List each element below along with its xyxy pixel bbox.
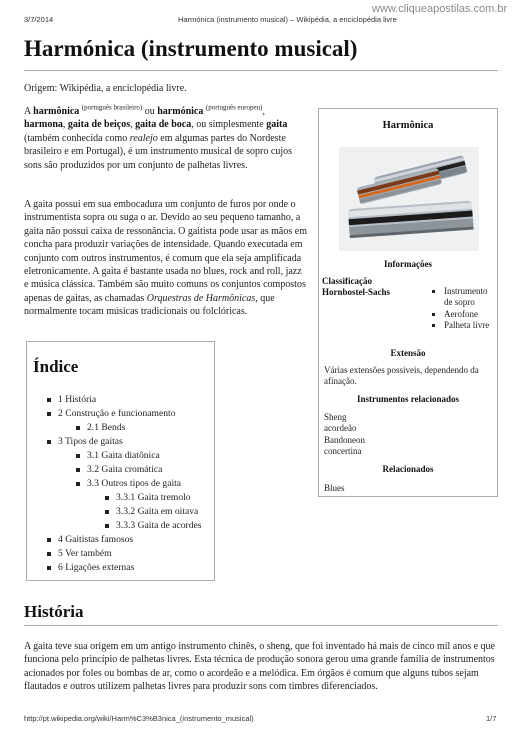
description-paragraph (24, 198, 308, 319)
toc-item-oitava[interactable]: 3.3.2 Gaita em oitava (27, 505, 202, 519)
term-harmonica-pt[interactable]: harmónica (157, 106, 204, 117)
intro-text: , (262, 106, 265, 117)
toc-list (27, 393, 202, 575)
toc-item-tipos[interactable]: 3 Tipos de gaitas (27, 435, 202, 449)
term-gaita-de-beicos: gaita de beiços (67, 119, 131, 131)
watermark: www.cliqueapostilas.com.br (372, 3, 508, 15)
term-harmonica-br[interactable]: harmônica (33, 106, 80, 117)
extensao-text: Várias extensões possíveis, dependendo da afinação. (324, 365, 479, 387)
infobox-section-extensao: Extensão (390, 348, 426, 358)
toc-item-tremolo[interactable]: 3.3.1 Gaita tremolo (27, 491, 202, 505)
toc-title: Índice (33, 357, 79, 376)
print-footer-url: http://pt.wikipedia.org/wiki/Harm%C3%B3nica_(instrumento_musical) (24, 714, 254, 723)
term-realejo[interactable]: realejo (129, 132, 158, 144)
print-page-number: 1/7 (486, 714, 497, 723)
intro-paragraph (24, 105, 308, 172)
classification-value[interactable]: Palheta livre (430, 320, 498, 331)
related-link-blues[interactable]: Blues (324, 483, 345, 493)
section-heading-historia: História (24, 602, 84, 621)
term-gaita-de-boca: gaita de boca (135, 119, 192, 131)
toc-item-cromatica[interactable]: 3.2 Gaita cromática (27, 463, 202, 477)
related-instrument-link[interactable]: acordeão (324, 423, 357, 434)
print-date: 3/7/2014 (24, 15, 54, 24)
variant-note-pt[interactable]: (português europeu) (205, 103, 263, 112)
infobox (318, 108, 498, 497)
toc-item-acordes[interactable]: 3.3.3 Gaita de acordes (27, 519, 202, 533)
toc-item-diatonica[interactable]: 3.1 Gaita diatônica (27, 449, 202, 463)
related-instrument-link[interactable]: concertina (324, 446, 362, 457)
intro-text: em algumas partes do Nordeste brasileiro e em Portugal), é um instrumento musical de sopro cujos sons são produzidos por um conjunto de palhetas livres. (24, 132, 292, 171)
title-divider (24, 70, 498, 71)
infobox-section-relacionados: Instrumentos relacionados (356, 394, 460, 404)
intro-text: , (130, 119, 136, 131)
classification-value[interactable]: Aerofone (430, 309, 498, 320)
historia-paragraph: A gaita teve sua origem em um antigo instrumento chinês, o sheng, que foi inventado há mais de cinco mil anos e que funciona pelo princípio de palhetas livres. Esta técnica de produção sonora gerou uma grande família de instrumentos acionados por foles ou bombas de ar, como o acordeão e a melódica. Em órgãos é comum que alguns tubos sejam flautados e outros utilizem palhetas livres para produzir sons com timbres diferenciados. (24, 641, 495, 693)
intro-text: , (62, 119, 68, 131)
infobox-title: Harmônica (382, 120, 434, 131)
table-of-contents (26, 341, 215, 581)
intro-text: ou (142, 106, 158, 117)
section-divider (24, 625, 498, 626)
related-instruments (324, 412, 365, 458)
related-instrument-link[interactable]: Sheng (324, 412, 347, 422)
infobox-section-informacoes: Informações (384, 259, 432, 269)
article-title: Harmónica (instrumento musical) (24, 36, 358, 61)
variant-note-br[interactable]: (português brasileiro) (81, 103, 143, 112)
toc-item-ligacoes[interactable]: 6 Ligações externas (27, 561, 202, 575)
toc-item-gaitistas[interactable]: 4 Gaitistas famosos (27, 533, 202, 547)
print-page-title: Harmónica (instrumento musical) – Wikipédia, a enciclopédia livre (178, 15, 397, 24)
toc-item-construcao[interactable]: 2 Construção e funcionamento (27, 407, 202, 421)
toc-item-historia[interactable]: 1 História (27, 393, 202, 407)
toc-item-bends[interactable]: 2.1 Bends (27, 421, 202, 435)
harmonica-image[interactable] (339, 147, 479, 251)
term-harmona: harmona (24, 119, 63, 131)
classification-label: Classificação Hornbostel-Sachs (322, 276, 391, 298)
intro-text: A (24, 106, 34, 117)
paragraph-text: A gaita possui em sua embocadura um conjunto de furos por onde o instrumentista sopra ou suga o ar. Devido ao seu pequeno tamanho, a gaita não possui caixa de ressonância. O gaitista pode usar as mãos em concha para produzir variações de intensidade. Quando executada em conjunto com outros instrumentos, é comum que ela seja amplificada eletronicamente. A gaita é bastante usada no blues, rock and roll, jazz e música clássica. Também são muito comuns os conjuntos compostos apenas de gaitas, as chamadas (24, 199, 307, 304)
toc-item-outros-tipos[interactable]: 3.3 Outros tipos de gaita (27, 477, 202, 491)
classification-value[interactable]: Instrumento de sopro (430, 286, 498, 309)
origin-note: Origem: Wikipédia, a enciclopédia livre. (24, 83, 187, 94)
intro-text: (também conhecida como (24, 132, 130, 144)
term-gaita: gaita (266, 119, 288, 131)
term-orquestras[interactable]: Orquestras de Harmônicas (146, 292, 256, 304)
toc-item-ver-tambem[interactable]: 5 Ver também (27, 547, 202, 561)
paragraph-text: , que normalmente tocam músicas tradicionais ou folclóricas. (24, 292, 275, 318)
infobox-section-relacionados2: Relacionados (382, 464, 434, 474)
classification-list (430, 286, 498, 332)
intro-text: , ou simplesmente (191, 119, 267, 131)
related-instrument-link[interactable]: Bandoneon (324, 434, 365, 445)
